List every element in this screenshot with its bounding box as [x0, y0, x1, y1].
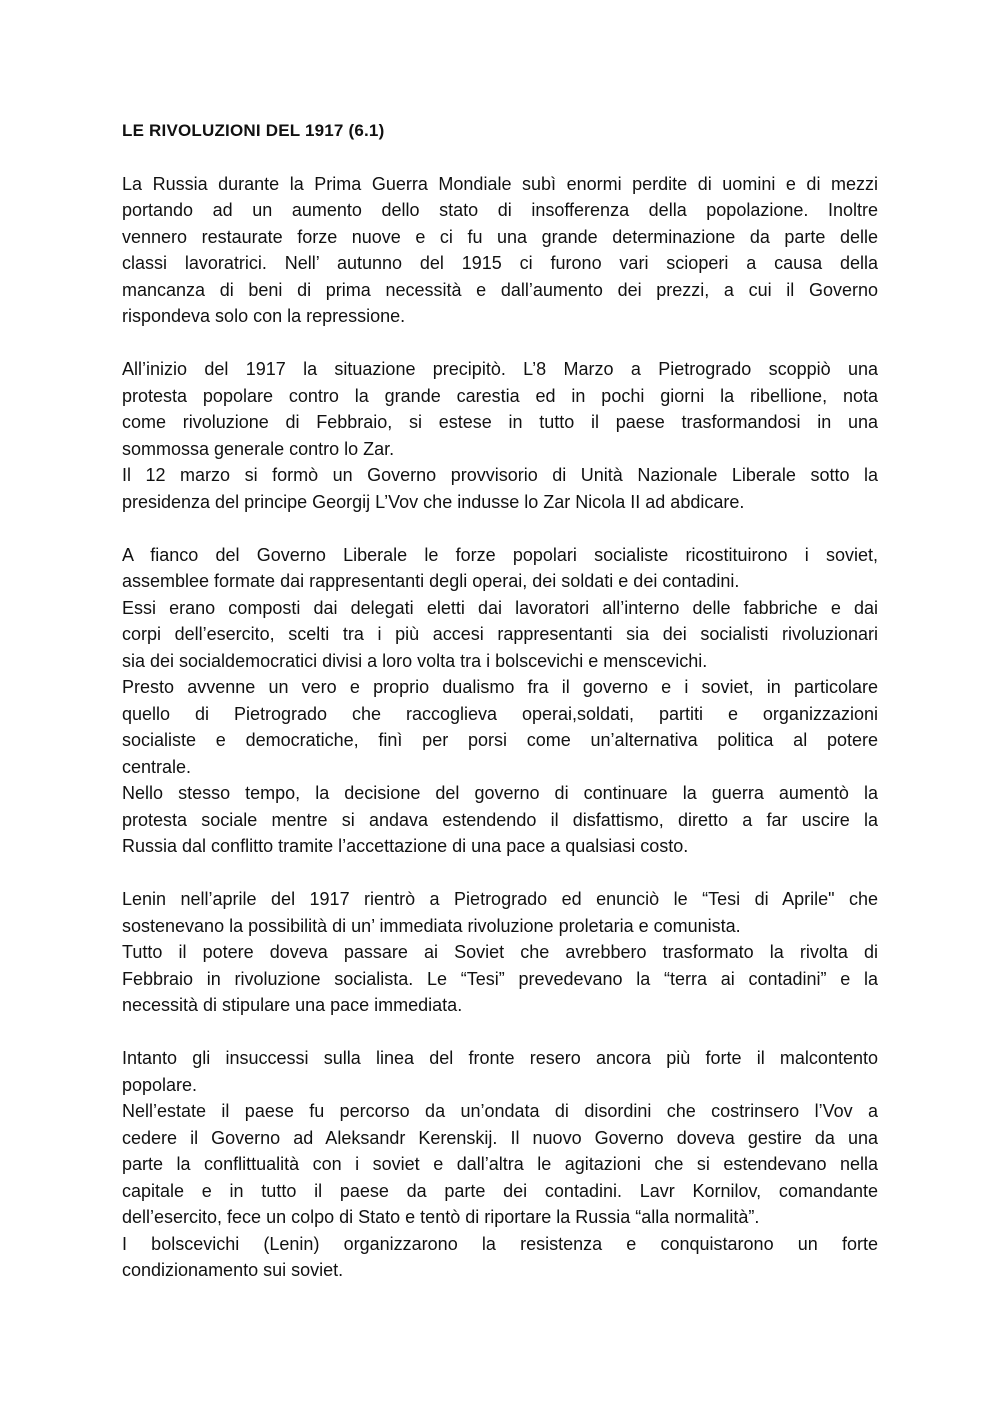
text-line: portando ad un aumento dello stato di insofferenza della popolazione. Inoltre: [122, 200, 878, 220]
text-line: vennero restaurate forze nuove e ci fu una grande determinazione da parte delle: [122, 226, 878, 247]
paragraph: [122, 1045, 878, 1284]
text-line: Nell’estate il paese fu percorso da un’ondata di disordini che costrinsero l’Vov a: [122, 1101, 878, 1121]
text-line: Russia dal conflitto tramite l’accettazione di una pace a qualsiasi costo.: [122, 836, 689, 856]
text-line: Il 12 marzo si formò un Governo provvisorio di Unità Nazionale Liberale sotto la: [122, 465, 878, 485]
text-line: Tutto il potere doveva passare ai Soviet che avrebbero trasformato la rivolta di: [122, 942, 878, 962]
text-line: quello di Pietrogrado che raccoglieva operai,soldati, partiti e organizzazioni: [122, 703, 878, 724]
text-line: corpi dell’esercito, scelti tra i più accesi rappresentanti sia dei socialisti rivoluzionari: [122, 624, 878, 644]
text-line: sia dei socialdemocratici divisi a loro volta tra i bolscevichi e menscevichi.: [122, 650, 708, 671]
text-line: Presto avvenne un vero e proprio dualismo fra il governo e i soviet, in particolare: [122, 677, 878, 697]
text-line: popolare.: [122, 1074, 198, 1095]
text-line: I bolscevichi (Lenin) organizzarono la resistenza e conquistarono un forte: [122, 1233, 878, 1254]
paragraph: [122, 171, 878, 330]
text-line: Nello stesso tempo, la decisione del governo di continuare la guerra aumentò la: [122, 783, 878, 803]
paragraph: [122, 886, 878, 1019]
text-line: protesta popolare contro la grande carestia ed in pochi giorni la ribellione, nota: [122, 385, 878, 406]
text-line: rispondeva solo con la repressione.: [122, 306, 406, 326]
document-page: [122, 118, 878, 1310]
text-line: assemblee formate dai rappresentanti degli operai, dei soldati e dei contadini.: [122, 571, 740, 591]
text-line: classi lavoratrici. Nell’ autunno del 1915 ci furono vari scioperi a causa della: [122, 253, 878, 273]
text-line: dell’esercito, fece un colpo di Stato e tentò di riportare la Russia “alla normalità”.: [122, 1207, 760, 1227]
text-line: sommossa generale contro lo Zar.: [122, 438, 395, 459]
text-line: parte la conflittualità con i soviet e dall’altra le agitazioni che si estendevano nella: [122, 1154, 878, 1174]
text-line: sostenevano la possibilità di un’ immediata rivoluzione proletaria e comunista.: [122, 915, 741, 936]
text-line: centrale.: [122, 756, 192, 777]
text-line: Intanto gli insuccessi sulla linea del fronte resero ancora più forte il malcontento: [122, 1048, 878, 1068]
text-line: La Russia durante la Prima Guerra Mondiale subì enormi perdite di uomini e di mezzi: [122, 173, 878, 194]
text-line: mancanza di beni di prima necessità e dall’aumento dei prezzi, a cui il Governo: [122, 279, 878, 300]
text-line: cedere il Governo ad Aleksandr Kerenskij. Il nuovo Governo doveva gestire da una: [122, 1127, 878, 1148]
text-line: Essi erano composti dai delegati eletti dai lavoratori all’interno delle fabbriche e dai: [122, 597, 878, 618]
text-line: socialiste e democratiche, finì per porsi come un’alternativa politica al potere: [122, 730, 878, 750]
text-line: condizionamento sui soviet.: [122, 1260, 344, 1280]
paragraph: [122, 542, 878, 860]
text-line: A fianco del Governo Liberale le forze popolari socialiste ricostituirono i soviet,: [122, 544, 878, 565]
text-line: necessità di stipulare una pace immediata.: [122, 995, 463, 1015]
text-line: Lenin nell’aprile del 1917 rientrò a Pietrogrado ed enunciò le “Tesi di Aprile" che: [122, 889, 878, 909]
text-line: All’inizio del 1917 la situazione precipitò. L’8 Marzo a Pietrogrado scoppiò una: [122, 359, 878, 379]
text-line: Febbraio in rivoluzione socialista. Le “Tesi” prevedevano la “terra ai contadini” e la: [122, 968, 878, 989]
document-title: LE RIVOLUZIONI DEL 1917 (6.1): [122, 121, 385, 140]
text-line: come rivoluzione di Febbraio, si estese in tutto il paese trasformandosi in una: [122, 412, 878, 432]
paragraph: [122, 356, 878, 515]
text-line: protesta sociale mentre si andava estendendo il disfattismo, diretto a far uscire la: [122, 809, 878, 830]
text-line: capitale e in tutto il paese da parte dei contadini. Lavr Kornilov, comandante: [122, 1180, 878, 1201]
text-line: presidenza del principe Georgij L’Vov che indusse lo Zar Nicola II ad abdicare.: [122, 491, 745, 512]
